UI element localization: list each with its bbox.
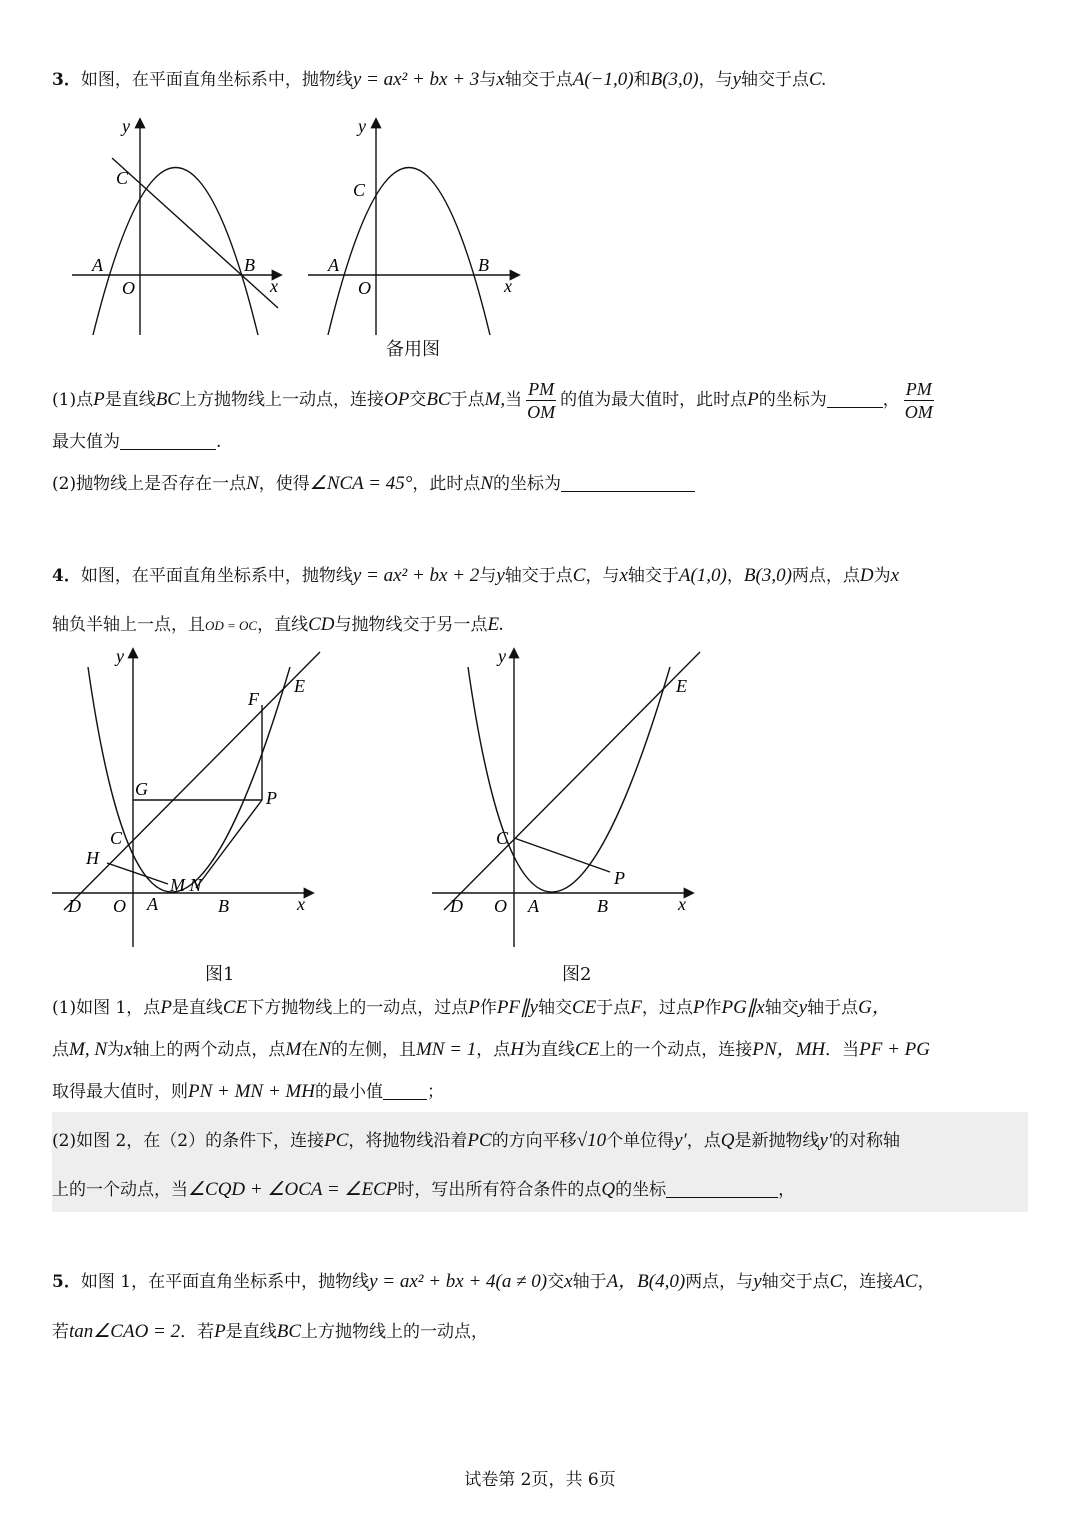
q4-part2-line-2: 上的一个动点，当∠CQD + ∠OCA = ∠ECP时，写出所有符合条件的点Q的坐标 ， xyxy=(52,1179,796,1200)
figure-2-caption: 图2 xyxy=(562,964,592,985)
svg-text:O: O xyxy=(358,278,371,298)
svg-text:B: B xyxy=(478,255,489,275)
parabola xyxy=(468,667,670,892)
svg-text:E: E xyxy=(676,676,687,696)
answer-blank[interactable] xyxy=(120,431,216,450)
q4-figure-1 xyxy=(50,642,330,952)
q4-part1-line-1: (1)如图 1，点P是直线CE下方抛物线上的一动点，过点P作PF∥y轴交CE于点F，过点P作PG∥x轴交y轴于点G， xyxy=(52,997,891,1018)
svg-text:P: P xyxy=(266,788,277,808)
q5-line-2: 若tan∠CAO = 2．若P是直线BC上方抛物线上的一动点， xyxy=(52,1321,489,1342)
svg-text:F: F xyxy=(248,689,259,709)
segment-mh xyxy=(107,863,168,884)
q3-part2: (2)抛物线上是否存在一点N，使得∠NCA = 45°，此时点N的坐标为 xyxy=(52,472,695,496)
answer-blank[interactable] xyxy=(383,1081,427,1100)
q3-line-1: 3．如图，在平面直角坐标系中，抛物线y = ax² + bx + 3与x轴交于点A(−1,0)和B(3,0)，与y轴交于点C. xyxy=(52,69,827,90)
q3-figure-main xyxy=(60,110,290,340)
svg-text:B: B xyxy=(597,896,608,916)
q4-line-1: 4．如图，在平面直角坐标系中，抛物线y = ax² + bx + 2与y轴交于点C，与x轴交于A(1,0)，B(3,0)两点，点D为x xyxy=(52,565,900,586)
svg-text:x: x xyxy=(297,894,305,914)
question-number: 5． xyxy=(52,1272,81,1292)
parabola xyxy=(88,667,290,892)
line-ce xyxy=(64,652,320,910)
answer-blank[interactable] xyxy=(561,473,695,492)
svg-text:B: B xyxy=(244,255,255,275)
svg-text:D: D xyxy=(68,896,81,916)
svg-text:G: G xyxy=(135,779,148,799)
svg-text:x: x xyxy=(678,894,686,914)
q4-part2-line-1: (2)如图 2，在（2）的条件下，连接PC，将抛物线沿着PC的方向平移√10个单位得y′，点Q是新抛物线y′的对称轴 xyxy=(52,1130,901,1151)
svg-text:A: A xyxy=(328,255,339,275)
svg-text:D: D xyxy=(450,896,463,916)
page-footer: 试卷第 2页，共 6页 xyxy=(464,1470,616,1490)
q3-part1-line-2: 最大值为 . xyxy=(52,432,222,452)
q4-part1-line-2: 点M, N为x轴上的两个动点，点M在N的左侧，且MN = 1，点H为直线CE上的一个动点，连接PN，MH．当PF + PG xyxy=(52,1039,930,1060)
svg-text:A: A xyxy=(147,894,158,914)
q3-figure-backup xyxy=(298,110,528,340)
svg-text:y: y xyxy=(122,116,130,136)
svg-text:x: x xyxy=(504,276,512,296)
svg-text:C: C xyxy=(110,828,123,848)
q4-part1-line-3: 取得最大值时，则PN + MN + MH的最小值 ； xyxy=(52,1081,444,1102)
answer-blank[interactable] xyxy=(827,389,883,408)
parabola xyxy=(93,168,258,336)
svg-text:C: C xyxy=(353,180,366,200)
svg-text:y: y xyxy=(116,646,124,666)
q4-figure-2 xyxy=(430,642,710,952)
q3-part1-line-1: (1)点P是直线BC上方抛物线上一动点，连接OP交BC于点M,当 $\frac{PM}{OM}$ 的值为最大值时，此时点P的坐标为 ， $\frac{PM}{OM}$ xyxy=(52,379,933,422)
line-ce xyxy=(444,652,700,910)
question-number: 3． xyxy=(52,70,81,90)
svg-text:A: A xyxy=(92,255,103,275)
answer-blank[interactable] xyxy=(666,1179,778,1198)
fraction-pm-om: $\frac{PM}{OM}$ xyxy=(527,379,556,422)
svg-text:B: B xyxy=(218,896,229,916)
line-bc xyxy=(112,158,278,308)
svg-text:E: E xyxy=(294,676,305,696)
question-number: 4． xyxy=(52,566,81,586)
svg-text:y: y xyxy=(498,646,506,666)
svg-text:O: O xyxy=(494,896,507,916)
svg-text:O: O xyxy=(113,896,126,916)
segment-pn xyxy=(196,800,262,888)
svg-text:x: x xyxy=(270,276,278,296)
svg-text:C: C xyxy=(496,828,509,848)
q4-line-2: 轴负半轴上一点，且OD = OC，直线CD与抛物线交于另一点E. xyxy=(52,614,504,635)
svg-text:A: A xyxy=(528,896,539,916)
svg-text:P: P xyxy=(614,868,625,888)
svg-text:y: y xyxy=(358,116,366,136)
svg-text:C: C xyxy=(116,168,129,188)
figure-1-caption: 图1 xyxy=(205,964,235,985)
svg-text:O: O xyxy=(122,278,135,298)
svg-text:M N: M N xyxy=(170,875,202,895)
q5-line-1: 5．如图 1，在平面直角坐标系中，抛物线y = ax² + bx + 4(a ≠ 0)交x轴于A，B(4,0)两点，与y轴交于点C，连接AC， xyxy=(52,1271,935,1292)
svg-text:H: H xyxy=(86,848,99,868)
fraction-pm-om: $\frac{PM}{OM}$ xyxy=(904,379,933,422)
backup-figure-caption: 备用图 xyxy=(386,339,440,360)
